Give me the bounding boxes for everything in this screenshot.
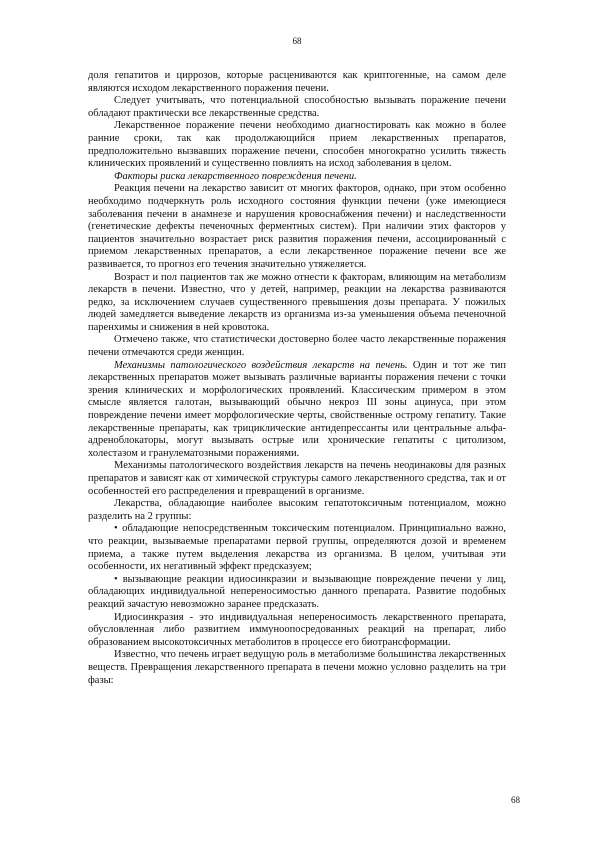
section-heading: Факторы риска лекарственного повреждения печени. [114,170,357,182]
paragraph: Лекарственное поражение печени необходимо диагностировать как можно в более ранние сроки, так как продолжающийся прием лекарственных препаратов, предположительно вызвавших поражение печени, способен многократно усилить тяжесть клинических проявлений и существенно повлиять на исход заболевания в целом. [88,120,506,170]
paragraph: Отмечено также, что статистически достоверно более часто лекарственные поражения печени отмечаются среди женщин. [88,334,506,359]
list-item: • вызывающие реакции идиосинкразии и вызывающие повреждение печени у лиц, обладающих индивидуальной непереносимостью данного препарата. Развитие подобных реакций зачастую невозможно заранее предсказать. [88,573,506,610]
document-body [88,70,506,687]
section-heading: Механизмы патологического воздействия лекарств на печень. [114,359,408,371]
paragraph: Реакция печени на лекарство зависит от многих факторов, однако, при этом особенно необходимо подчеркнуть роль исходного состояния функции печени (уже имеющиеся заболевания печени в анамнезе и нарушения кровоснабжения печени) и наследственности (генетические дефекты печеночных ферментных систем). При наличии этих факторов у пациентов значительно возрастает риск развития поражения печени, ассоциированный с приемом лекарственных препаратов, а если лекарственное поражение печени все же развивается, то прогноз его течения значительно утяжеляется. [88,183,506,270]
paragraph: Следует учитывать, что потенциальной способностью вызывать поражение печени обладают практически все лекарственные средства. [88,95,506,119]
paragraph-text: Один и тот же тип лекарственных препаратов может вызывать различные варианты поражения печени с точки зрения клинических и морфологических проявлений. Классическим примером в этом смысле является галотан, вызывающий обычно некроз III зоны ацинуса, при этом повреждение печени имеет морфологические черты, свойственные острому гепатиту. Такие лекарственные препараты, как трициклические антидепрессанты или центральные альфа-адреноблокаторы, могут вызывать острые или хронические гепатиты с цитолизом, холестазом и гранулематозными поражениями. [88,359,506,459]
paragraph: Лекарства, обладающие наиболее высоким гепатотоксичным потенциалом, можно разделить на 2 группы: [88,498,506,522]
list-item: • обладающие непосредственным токсическим потенциалом. Принципиально важно, что реакции, вызываемые препаратами первой группы, определяются дозой и временем приема, а также путем выделения лекарства из организма. В целом, учитывая эти особенности, их негативный эффект предсказуем; [88,523,506,573]
paragraph: Возраст и пол пациентов так же можно отнести к факторам, влияющим на метаболизм лекарств в печени. Известно, что у детей, например, реакции на лекарства развиваются редко, за исключением случаев существенного превышения дозы препарата. У пожилых людей замедляется выведение лекарств из организма из-за уменьшения объема печеночной паренхимы и снижения в ней кровотока. [88,271,506,333]
page-number-top: 68 [292,36,302,46]
paragraph: доля гепатитов и циррозов, которые расцениваются как криптогенные, на самом деле являются исходом лекарственного поражения печени. [88,70,506,94]
section-heading-paragraph [88,171,506,184]
page-number-bottom: 68 [511,795,520,805]
paragraph: Механизмы патологического воздействия лекарств на печень неодинаковы для разных препаратов и зависят как от химической структуры самого лекарственного средства, так и от особенностей его распределения и превращений в организме. [88,460,506,497]
paragraph [88,360,506,461]
paragraph: Известно, что печень играет ведущую роль в метаболизме большинства лекарственных веществ. Превращения лекарственного препарата в печени можно условно разделить на три фазы: [88,649,506,686]
paragraph: Идиосинкразия - это индивидуальная непереносимость лекарственного препарата, обусловленная либо развитием иммуноопосредованных реакций на препарат, либо образованием высокотоксичных метаболитов в процессе его биотрансформации. [88,611,506,648]
